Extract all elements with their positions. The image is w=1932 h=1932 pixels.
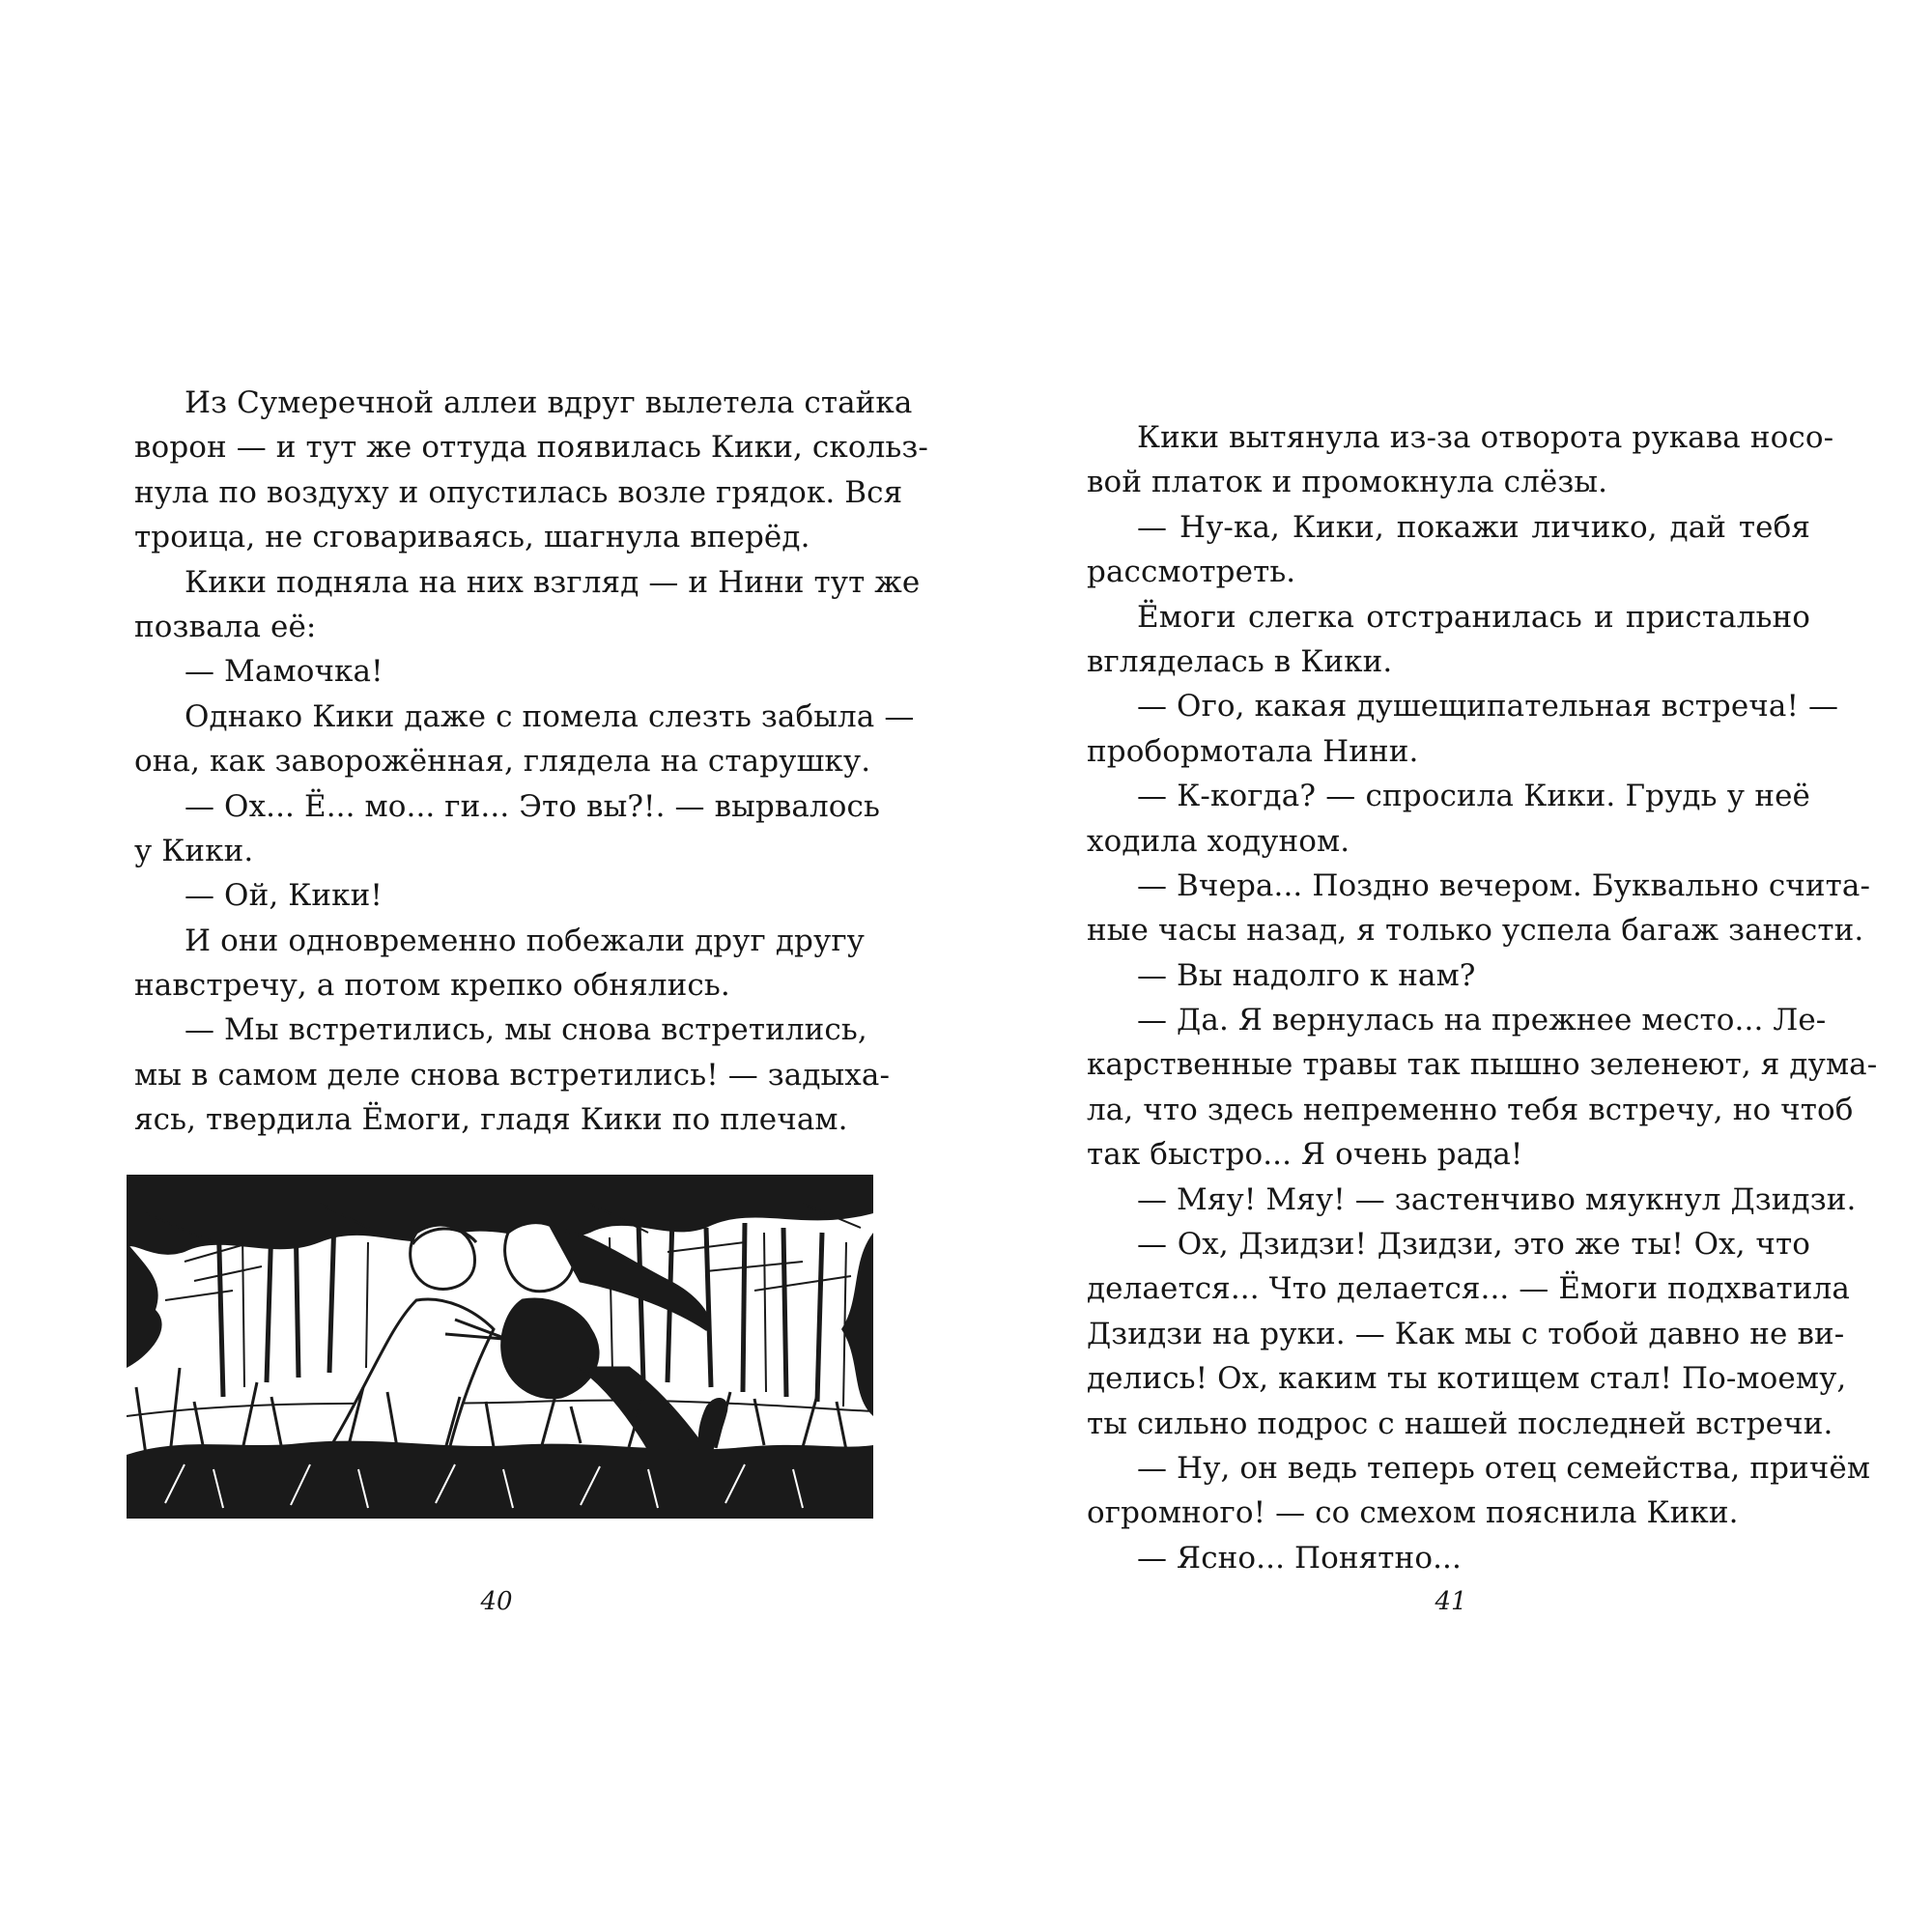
text-line: — Да. Я вернулась на прежнее место... Ле- [1137,1003,1827,1038]
text-line: ясь, твердила Ёмоги, гладя Кики по плечам. [134,1102,848,1138]
page-number: 40 [480,1587,513,1616]
text-line: — Вы надолго к нам? [1137,957,1476,993]
illustration-embrace-in-forest [127,1175,873,1519]
text-line: рассмотреть. [1087,554,1296,590]
text-line: так быстро... Я очень рада! [1087,1137,1523,1173]
text-line: делается... Что делается... — Ёмоги подхватила [1087,1271,1850,1307]
text-line: она, как заворожённая, глядела на старушку. [134,744,871,780]
text-line: троица, не сговариваясь, шагнула вперёд. [134,520,810,555]
right-page-text [1087,415,1878,1580]
text-line: Однако Кики даже с помела слезть забыла — [185,698,915,734]
text-line: вгляделась в Кики. [1087,643,1393,679]
text-line: ные часы назад, я только успела багаж занести. [1087,913,1864,949]
text-line: — К-когда? — спросила Кики. Грудь у неё [1137,779,1810,814]
text-line: делись! Ох, каким ты котищем стал! По-моему, [1087,1361,1847,1397]
text-line: навстречу, а потом крепко обнялись. [134,968,730,1004]
text-line: — Ох... Ё... мо... ги... Это вы?!. — вырвалось [185,788,880,824]
text-line: — Вчера... Поздно вечером. Буквально счита- [1137,867,1871,903]
text-line: — Мяу! Мяу! — застенчиво мяукнул Дзидзи. [1137,1181,1857,1217]
page-number: 41 [1435,1587,1467,1616]
text-line: позвала её: [134,609,317,644]
text-line: Из Сумеречной аллеи вдруг вылетела стайка [185,385,913,420]
text-line: — Ясно... Понятно... [1137,1540,1462,1576]
text-line: пробормотала Нини. [1087,733,1419,769]
text-line: карственные травы так пышно зеленеют, я дума- [1087,1047,1878,1083]
text-line: нула по воздуху и опустилась возле грядок. Вся [134,474,903,510]
text-line: Кики подняла на них взгляд — и Нини тут же [185,564,921,600]
text-line: мы в самом деле снова встретились! — задыха- [134,1057,891,1093]
text-line: ходила ходуном. [1087,823,1350,859]
text-line: Ёмоги слегка отстранилась и пристально [1137,599,1810,635]
text-line: — Мамочка! [185,654,384,690]
text-line: — Мы встретились, мы снова встретились, [185,1012,867,1048]
text-line: Кики вытянула из-за отворота рукава носо- [1137,420,1834,455]
text-line: Дзидзи на руки. — Как мы с тобой давно не ви- [1087,1316,1845,1351]
text-line: И они одновременно побежали друг другу [185,923,866,958]
text-line: — Ну, он ведь теперь отец семейства, причём [1137,1450,1871,1486]
text-line: огромного! — со смехом пояснила Кики. [1087,1495,1739,1531]
text-line: — Ох, Дзидзи! Дзидзи, это же ты! Ох, что [1137,1227,1810,1263]
text-line: — Ну-ка, Кики, покажи личико, дай тебя [1137,509,1810,545]
text-line: у Кики. [134,833,254,868]
text-line: ла, что здесь непременно тебя встречу, но чтоб [1087,1092,1854,1127]
text-line: вой платок и промокнула слёзы. [1087,465,1608,500]
right-page [966,0,1932,1932]
text-line: ты сильно подрос с нашей последней встречи. [1087,1406,1833,1441]
text-line: — Ой, Кики! [185,878,383,914]
text-line: ворон — и тут же оттуда появилась Кики, скольз- [134,430,928,466]
text-line: — Ого, какая душещипательная встреча! — [1137,689,1839,724]
left-page-text [134,381,928,1143]
